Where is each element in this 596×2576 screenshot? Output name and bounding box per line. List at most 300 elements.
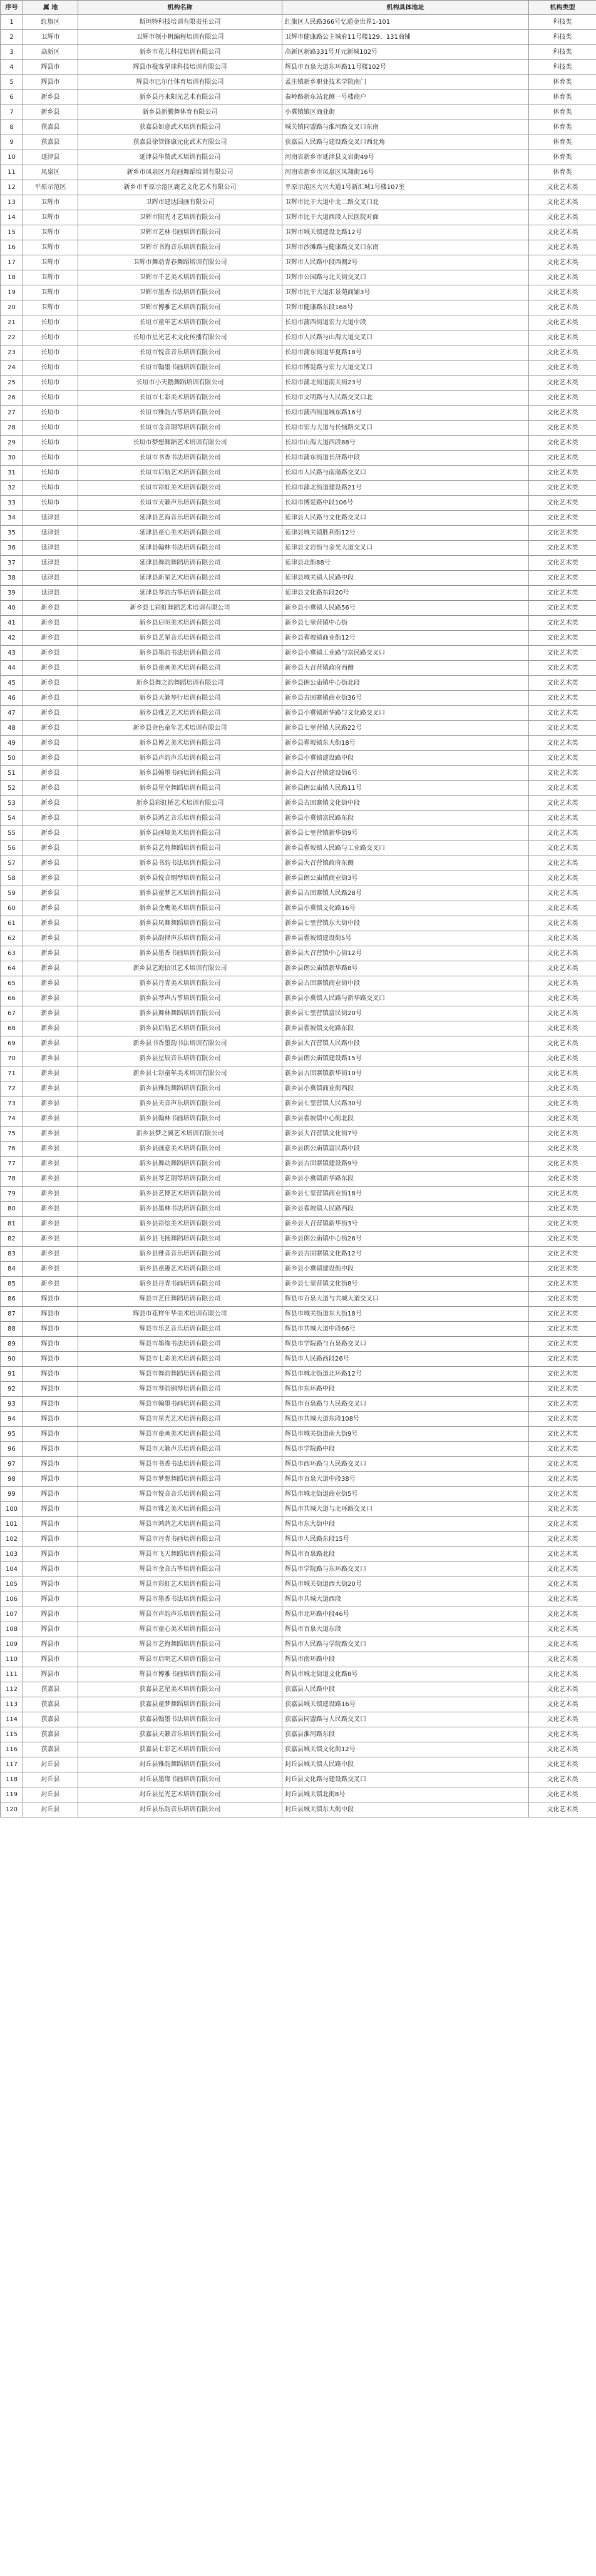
cell-institution-name: 获嘉县七彩艺术培训有限公司 xyxy=(78,1742,282,1757)
cell-institution-name: 新乡县新腾舞体育有限公司 xyxy=(78,105,282,120)
cell-institution-name: 长垣市书香书法培训有限公司 xyxy=(78,451,282,466)
table-row xyxy=(1,1592,596,1607)
cell-institution-name: 新乡县梦之翼艺术培训有限公司 xyxy=(78,1127,282,1142)
cell-address: 新乡县小冀镇富民路东段 xyxy=(282,811,529,826)
cell-institution-type: 文化艺术类 xyxy=(529,916,596,931)
cell-district: 辉县市 xyxy=(23,1412,78,1427)
cell-institution-name: 辉县市声韵声乐培训有限公司 xyxy=(78,1607,282,1622)
cell-address: 新乡县大召营镇中心街12号 xyxy=(282,946,529,961)
table-row xyxy=(1,195,596,210)
table-row xyxy=(1,826,596,841)
cell-institution-name: 新乡县彩绘美术培训有限公司 xyxy=(78,1217,282,1232)
cell-district: 长垣市 xyxy=(23,360,78,376)
cell-district: 获嘉县 xyxy=(23,120,78,135)
table-row xyxy=(1,240,596,255)
cell-institution-type: 文化艺术类 xyxy=(529,1742,596,1757)
cell-address: 河南省新乡市凤泉区凤翔街16号 xyxy=(282,165,529,180)
cell-address: 新乡县朗公庙镇商业街3号 xyxy=(282,871,529,886)
table-row xyxy=(1,601,596,616)
cell-institution-name: 延津县舞韵舞蹈培训有限公司 xyxy=(78,556,282,571)
table-row xyxy=(1,706,596,721)
cell-district: 长垣市 xyxy=(23,421,78,436)
cell-district: 卫辉市 xyxy=(23,255,78,270)
cell-institution-name: 卫辉市博雅艺术培训有限公司 xyxy=(78,300,282,315)
cell-address: 获嘉县人民路与建设路交叉口西北角 xyxy=(282,135,529,150)
cell-address: 新乡县小冀镇商业街西段 xyxy=(282,1081,529,1096)
table-row xyxy=(1,376,596,391)
cell-institution-type: 文化艺术类 xyxy=(529,1412,596,1427)
cell-index: 61 xyxy=(1,916,23,931)
cell-index: 36 xyxy=(1,541,23,556)
cell-index: 67 xyxy=(1,1006,23,1021)
cell-address: 辉县市百泉路北段 xyxy=(282,1547,529,1562)
cell-institution-name: 辉县市琴韵钢琴培训有限公司 xyxy=(78,1382,282,1397)
cell-district: 封丘县 xyxy=(23,1772,78,1787)
cell-district: 新乡县 xyxy=(23,751,78,766)
cell-district: 新乡县 xyxy=(23,1202,78,1217)
cell-institution-type: 文化艺术类 xyxy=(529,586,596,601)
cell-institution-type: 文化艺术类 xyxy=(529,1517,596,1532)
cell-institution-type: 文化艺术类 xyxy=(529,946,596,961)
cell-institution-name: 获嘉县艺星美术培训有限公司 xyxy=(78,1682,282,1697)
cell-institution-type: 科技类 xyxy=(529,15,596,30)
cell-institution-type: 体育类 xyxy=(529,120,596,135)
cell-institution-name: 新乡县舞动舞蹈培训有限公司 xyxy=(78,1157,282,1172)
cell-institution-type: 文化艺术类 xyxy=(529,451,596,466)
table-row xyxy=(1,1427,596,1442)
cell-district: 新乡县 xyxy=(23,1112,78,1127)
cell-address: 新乡县七里营镇东大街中段 xyxy=(282,916,529,931)
table-row xyxy=(1,30,596,45)
cell-address: 新乡县小冀镇文化路16号 xyxy=(282,901,529,916)
cell-institution-name: 新乡县丹青书画培训有限公司 xyxy=(78,1277,282,1292)
table-row xyxy=(1,300,596,315)
cell-institution-type: 文化艺术类 xyxy=(529,1051,596,1066)
cell-district: 新乡县 xyxy=(23,1006,78,1021)
cell-district: 新乡县 xyxy=(23,901,78,916)
cell-address: 新乡县翟坡镇东大街18号 xyxy=(282,736,529,751)
cell-index: 5 xyxy=(1,75,23,90)
cell-index: 46 xyxy=(1,691,23,706)
table-header-row xyxy=(1,1,596,15)
cell-institution-type: 文化艺术类 xyxy=(529,1382,596,1397)
cell-institution-name: 封丘县星光艺术培训有限公司 xyxy=(78,1787,282,1802)
cell-district: 新乡县 xyxy=(23,616,78,631)
cell-institution-name: 辉县市童画美术培训有限公司 xyxy=(78,1427,282,1442)
cell-institution-type: 文化艺术类 xyxy=(529,1532,596,1547)
cell-institution-name: 获嘉县童梦舞蹈培训有限公司 xyxy=(78,1697,282,1712)
cell-institution-type: 科技类 xyxy=(529,45,596,60)
cell-index: 108 xyxy=(1,1622,23,1637)
cell-institution-type: 文化艺术类 xyxy=(529,1637,596,1652)
cell-index: 91 xyxy=(1,1367,23,1382)
cell-institution-type: 文化艺术类 xyxy=(529,481,596,496)
cell-institution-name: 新乡县天籁琴行培训有限公司 xyxy=(78,691,282,706)
cell-institution-type: 文化艺术类 xyxy=(529,421,596,436)
table-row xyxy=(1,541,596,556)
cell-institution-type: 文化艺术类 xyxy=(529,961,596,976)
cell-institution-type: 文化艺术类 xyxy=(529,1472,596,1487)
cell-index: 109 xyxy=(1,1637,23,1652)
cell-district: 新乡县 xyxy=(23,1187,78,1202)
cell-index: 74 xyxy=(1,1112,23,1127)
cell-institution-type: 文化艺术类 xyxy=(529,871,596,886)
cell-index: 100 xyxy=(1,1502,23,1517)
cell-address: 延津县城关镇人民路中段 xyxy=(282,571,529,586)
cell-institution-type: 文化艺术类 xyxy=(529,646,596,661)
cell-index: 29 xyxy=(1,436,23,451)
cell-institution-type: 文化艺术类 xyxy=(529,886,596,901)
cell-district: 凤泉区 xyxy=(23,165,78,180)
cell-institution-name: 新乡县琴艺钢琴培训有限公司 xyxy=(78,1172,282,1187)
cell-institution-type: 文化艺术类 xyxy=(529,1277,596,1292)
table-row xyxy=(1,691,596,706)
table-row xyxy=(1,1202,596,1217)
cell-district: 辉县市 xyxy=(23,1487,78,1502)
cell-index: 19 xyxy=(1,285,23,300)
cell-institution-type: 科技类 xyxy=(529,60,596,75)
cell-address: 新乡县朗公庙镇富民路中段 xyxy=(282,1142,529,1157)
cell-address: 卫辉市比干大道中北二路交叉口北 xyxy=(282,195,529,210)
cell-index: 107 xyxy=(1,1607,23,1622)
cell-institution-name: 辉县市飞天舞蹈培训有限公司 xyxy=(78,1547,282,1562)
cell-index: 2 xyxy=(1,30,23,45)
cell-address: 新乡县朗公庙镇新华路8号 xyxy=(282,961,529,976)
cell-address: 长垣市蒲北街道南关街23号 xyxy=(282,376,529,391)
table-row xyxy=(1,661,596,676)
cell-institution-type: 文化艺术类 xyxy=(529,1457,596,1472)
table-row xyxy=(1,1081,596,1096)
cell-district: 获嘉县 xyxy=(23,1697,78,1712)
cell-index: 18 xyxy=(1,270,23,285)
header-institution-name: 机构名称 xyxy=(78,1,282,15)
cell-district: 获嘉县 xyxy=(23,1742,78,1757)
cell-district: 新乡县 xyxy=(23,1232,78,1247)
cell-address: 辉县市共城大道西段 xyxy=(282,1592,529,1607)
table-row xyxy=(1,631,596,646)
cell-institution-type: 体育类 xyxy=(529,165,596,180)
cell-district: 卫辉市 xyxy=(23,300,78,315)
cell-index: 27 xyxy=(1,406,23,421)
cell-institution-name: 新乡县金色童年艺术培训有限公司 xyxy=(78,721,282,736)
cell-address: 辉县市百泉大道东段 xyxy=(282,1622,529,1637)
cell-institution-type: 文化艺术类 xyxy=(529,1502,596,1517)
table-row xyxy=(1,1802,596,1817)
cell-index: 55 xyxy=(1,826,23,841)
cell-institution-name: 新乡县雅韵舞蹈培训有限公司 xyxy=(78,1081,282,1096)
cell-institution-type: 文化艺术类 xyxy=(529,541,596,556)
cell-district: 长垣市 xyxy=(23,376,78,391)
cell-address: 卫辉市沙滩路与健康路交叉口东南 xyxy=(282,240,529,255)
cell-district: 延津县 xyxy=(23,586,78,601)
cell-institution-name: 长垣市星光艺术文化传播有限公司 xyxy=(78,330,282,345)
cell-institution-type: 文化艺术类 xyxy=(529,1697,596,1712)
cell-address: 辉县市城北街道北环路12号 xyxy=(282,1367,529,1382)
cell-institution-name: 辉县市艺佳舞蹈培训有限公司 xyxy=(78,1292,282,1307)
cell-institution-type: 文化艺术类 xyxy=(529,1066,596,1081)
cell-institution-name: 长垣市翰墨书画培训有限公司 xyxy=(78,360,282,376)
table-row xyxy=(1,1487,596,1502)
cell-district: 卫辉市 xyxy=(23,30,78,45)
cell-district: 新乡县 xyxy=(23,1096,78,1112)
cell-institution-name: 新乡县彩虹桥艺术培训有限公司 xyxy=(78,796,282,811)
cell-institution-type: 文化艺术类 xyxy=(529,661,596,676)
cell-institution-name: 延津县童心美术培训有限公司 xyxy=(78,526,282,541)
cell-index: 13 xyxy=(1,195,23,210)
cell-institution-type: 文化艺术类 xyxy=(529,1112,596,1127)
cell-index: 32 xyxy=(1,481,23,496)
cell-district: 新乡县 xyxy=(23,1142,78,1157)
cell-address: 辉县市人民路西段26号 xyxy=(282,1352,529,1367)
cell-address: 新乡县小冀镇工业路与富民路交叉口 xyxy=(282,646,529,661)
cell-district: 新乡县 xyxy=(23,736,78,751)
table-row xyxy=(1,285,596,300)
cell-institution-name: 延津县琴韵古筝培训有限公司 xyxy=(78,586,282,601)
cell-index: 17 xyxy=(1,255,23,270)
table-body xyxy=(1,15,596,1817)
cell-institution-name: 新乡市平原示范区鹿艺文化艺术有限公司 xyxy=(78,180,282,195)
cell-district: 新乡县 xyxy=(23,871,78,886)
cell-index: 53 xyxy=(1,796,23,811)
cell-institution-type: 文化艺术类 xyxy=(529,1036,596,1051)
cell-index: 51 xyxy=(1,766,23,781)
cell-index: 66 xyxy=(1,991,23,1006)
cell-index: 42 xyxy=(1,631,23,646)
header-index: 序号 xyxy=(1,1,23,15)
table-row xyxy=(1,736,596,751)
cell-institution-type: 文化艺术类 xyxy=(529,1577,596,1592)
cell-district: 卫辉市 xyxy=(23,210,78,225)
cell-institution-name: 辉县市启明艺术培训有限公司 xyxy=(78,1652,282,1667)
cell-institution-type: 文化艺术类 xyxy=(529,1021,596,1036)
cell-district: 获嘉县 xyxy=(23,135,78,150)
cell-district: 长垣市 xyxy=(23,481,78,496)
cell-index: 3 xyxy=(1,45,23,60)
cell-address: 新乡县大召营镇政府东侧 xyxy=(282,856,529,871)
cell-institution-name: 辉县市墨香书法培训有限公司 xyxy=(78,1592,282,1607)
cell-address: 延津县北街88号 xyxy=(282,556,529,571)
cell-index: 93 xyxy=(1,1397,23,1412)
cell-district: 辉县市 xyxy=(23,1382,78,1397)
table-row xyxy=(1,1247,596,1262)
table-row xyxy=(1,1772,596,1787)
cell-institution-type: 文化艺术类 xyxy=(529,1352,596,1367)
cell-index: 45 xyxy=(1,676,23,691)
cell-address: 延津县文岩街与金光大道交叉口 xyxy=(282,541,529,556)
table-row xyxy=(1,841,596,856)
cell-address: 河南省新乡市延津县文岩街49号 xyxy=(282,150,529,165)
table-row xyxy=(1,1607,596,1622)
cell-district: 长垣市 xyxy=(23,496,78,511)
cell-index: 59 xyxy=(1,886,23,901)
table-row xyxy=(1,946,596,961)
table-row xyxy=(1,345,596,360)
cell-district: 新乡县 xyxy=(23,1157,78,1172)
cell-district: 辉县市 xyxy=(23,1397,78,1412)
cell-address: 新乡县七里营镇人民路30号 xyxy=(282,1096,529,1112)
cell-institution-name: 新乡县翰林书画培训有限公司 xyxy=(78,1112,282,1127)
cell-address: 新乡县翟坡镇建设街5号 xyxy=(282,931,529,946)
cell-address: 辉县市百泉大道东环路11号楼102号 xyxy=(282,60,529,75)
cell-address: 新乡县古固寨镇人民路28号 xyxy=(282,886,529,901)
cell-institution-type: 文化艺术类 xyxy=(529,601,596,616)
cell-institution-name: 卫辉市千艺美术培训有限公司 xyxy=(78,270,282,285)
cell-district: 获嘉县 xyxy=(23,1712,78,1727)
cell-district: 新乡县 xyxy=(23,1217,78,1232)
cell-district: 辉县市 xyxy=(23,1652,78,1667)
cell-index: 95 xyxy=(1,1427,23,1442)
header-address: 机构具体地址 xyxy=(282,1,529,15)
cell-index: 43 xyxy=(1,646,23,661)
cell-index: 112 xyxy=(1,1682,23,1697)
table-row xyxy=(1,1352,596,1367)
cell-institution-type: 文化艺术类 xyxy=(529,1157,596,1172)
cell-district: 辉县市 xyxy=(23,75,78,90)
cell-district: 新乡县 xyxy=(23,976,78,991)
table-row xyxy=(1,270,596,285)
cell-institution-name: 卫辉市建达国画有限公司 xyxy=(78,195,282,210)
cell-district: 辉县市 xyxy=(23,1502,78,1517)
cell-district: 新乡县 xyxy=(23,886,78,901)
cell-institution-name: 长垣市彩虹美术培训有限公司 xyxy=(78,481,282,496)
cell-address: 新乡县翟坡镇人民路西段 xyxy=(282,1202,529,1217)
cell-district: 长垣市 xyxy=(23,451,78,466)
cell-address: 长垣市蒲西街道城东路16号 xyxy=(282,406,529,421)
cell-district: 辉县市 xyxy=(23,1667,78,1682)
cell-address: 高新区新路331号开元新城102号 xyxy=(282,45,529,60)
table-row xyxy=(1,1232,596,1247)
cell-address: 长垣市宏力大道与长恼路交叉口 xyxy=(282,421,529,436)
cell-index: 24 xyxy=(1,360,23,376)
cell-institution-type: 文化艺术类 xyxy=(529,1262,596,1277)
cell-institution-type: 文化艺术类 xyxy=(529,436,596,451)
cell-index: 103 xyxy=(1,1547,23,1562)
cell-district: 新乡县 xyxy=(23,946,78,961)
cell-district: 新乡县 xyxy=(23,1051,78,1066)
cell-institution-type: 文化艺术类 xyxy=(529,811,596,826)
cell-institution-type: 文化艺术类 xyxy=(529,676,596,691)
cell-index: 1 xyxy=(1,15,23,30)
cell-index: 70 xyxy=(1,1051,23,1066)
cell-address: 新乡县小冀镇建设街中段 xyxy=(282,1262,529,1277)
cell-index: 72 xyxy=(1,1081,23,1096)
cell-institution-type: 文化艺术类 xyxy=(529,1727,596,1742)
cell-institution-name: 延津县新星艺术培训有限公司 xyxy=(78,571,282,586)
cell-address: 新乡县七里营镇文化街8号 xyxy=(282,1277,529,1292)
cell-district: 辉县市 xyxy=(23,1547,78,1562)
cell-index: 25 xyxy=(1,376,23,391)
cell-institution-type: 文化艺术类 xyxy=(529,1427,596,1442)
cell-institution-type: 文化艺术类 xyxy=(529,1307,596,1322)
cell-district: 新乡县 xyxy=(23,601,78,616)
cell-index: 101 xyxy=(1,1517,23,1532)
cell-district: 新乡县 xyxy=(23,721,78,736)
cell-index: 10 xyxy=(1,150,23,165)
cell-district: 长垣市 xyxy=(23,466,78,481)
cell-address: 新乡县小冀镇新华路与文化路交叉口 xyxy=(282,706,529,721)
cell-address: 封丘县城关镇北街8号 xyxy=(282,1787,529,1802)
cell-institution-name: 新乡县舞之韵舞蹈培训有限公司 xyxy=(78,676,282,691)
cell-institution-type: 文化艺术类 xyxy=(529,796,596,811)
cell-district: 新乡县 xyxy=(23,991,78,1006)
cell-address: 辉县市学院路中段 xyxy=(282,1442,529,1457)
table-row xyxy=(1,751,596,766)
cell-institution-type: 文化艺术类 xyxy=(529,781,596,796)
table-row xyxy=(1,315,596,330)
cell-index: 116 xyxy=(1,1742,23,1757)
cell-institution-name: 辉县市乐艺音乐培训有限公司 xyxy=(78,1322,282,1337)
cell-institution-name: 新乡县丹青美术培训有限公司 xyxy=(78,976,282,991)
table-row xyxy=(1,1637,596,1652)
cell-institution-type: 文化艺术类 xyxy=(529,1232,596,1247)
cell-district: 新乡县 xyxy=(23,1277,78,1292)
cell-district: 卫辉市 xyxy=(23,195,78,210)
cell-address: 新乡县古固寨镇文化路12号 xyxy=(282,1247,529,1262)
cell-index: 75 xyxy=(1,1127,23,1142)
cell-institution-name: 辉县市博雅书画培训有限公司 xyxy=(78,1667,282,1682)
cell-institution-name: 新乡县书韵书法培训有限公司 xyxy=(78,856,282,871)
cell-index: 71 xyxy=(1,1066,23,1081)
table-row xyxy=(1,991,596,1006)
cell-index: 23 xyxy=(1,345,23,360)
cell-institution-name: 辉县市天籁声乐培训有限公司 xyxy=(78,1442,282,1457)
table-row xyxy=(1,796,596,811)
table-row xyxy=(1,1307,596,1322)
cell-institution-name: 辉县市七彩美术培训有限公司 xyxy=(78,1352,282,1367)
cell-index: 57 xyxy=(1,856,23,871)
cell-index: 115 xyxy=(1,1727,23,1742)
cell-address: 长垣市博爱路中段106号 xyxy=(282,496,529,511)
cell-institution-name: 新乡县启航艺术培训有限公司 xyxy=(78,1021,282,1036)
cell-address: 辉县市人民路东段15号 xyxy=(282,1532,529,1547)
table-row xyxy=(1,511,596,526)
cell-institution-type: 文化艺术类 xyxy=(529,766,596,781)
cell-district: 辉县市 xyxy=(23,1637,78,1652)
cell-index: 11 xyxy=(1,165,23,180)
cell-district: 封丘县 xyxy=(23,1787,78,1802)
cell-index: 118 xyxy=(1,1772,23,1787)
table-row xyxy=(1,135,596,150)
cell-address: 获嘉县城关镇文化街12号 xyxy=(282,1742,529,1757)
cell-district: 新乡县 xyxy=(23,691,78,706)
table-row xyxy=(1,45,596,60)
table-row xyxy=(1,1262,596,1277)
cell-institution-name: 延津县华赞武术培训有限公司 xyxy=(78,150,282,165)
cell-index: 96 xyxy=(1,1442,23,1457)
cell-district: 辉县市 xyxy=(23,1292,78,1307)
cell-district: 延津县 xyxy=(23,150,78,165)
cell-index: 85 xyxy=(1,1277,23,1292)
cell-institution-name: 辉县市花样年华美术培训有限公司 xyxy=(78,1307,282,1322)
cell-address: 卫辉市比干大道汇景苑商铺3号 xyxy=(282,285,529,300)
cell-district: 延津县 xyxy=(23,571,78,586)
cell-address: 辉县市共城大道东段108号 xyxy=(282,1412,529,1427)
cell-institution-name: 卫辉市书海音乐培训有限公司 xyxy=(78,240,282,255)
cell-address: 延津县人民路与文化路交叉口 xyxy=(282,511,529,526)
table-row xyxy=(1,1562,596,1577)
cell-address: 获嘉县人民路中段 xyxy=(282,1682,529,1697)
cell-index: 35 xyxy=(1,526,23,541)
cell-institution-type: 文化艺术类 xyxy=(529,285,596,300)
cell-institution-type: 文化艺术类 xyxy=(529,1787,596,1802)
cell-institution-type: 文化艺术类 xyxy=(529,330,596,345)
table-row xyxy=(1,901,596,916)
cell-institution-type: 文化艺术类 xyxy=(529,631,596,646)
table-row xyxy=(1,1217,596,1232)
cell-institution-type: 文化艺术类 xyxy=(529,1292,596,1307)
table-row xyxy=(1,976,596,991)
cell-address: 新乡县小冀镇建设路中段 xyxy=(282,751,529,766)
